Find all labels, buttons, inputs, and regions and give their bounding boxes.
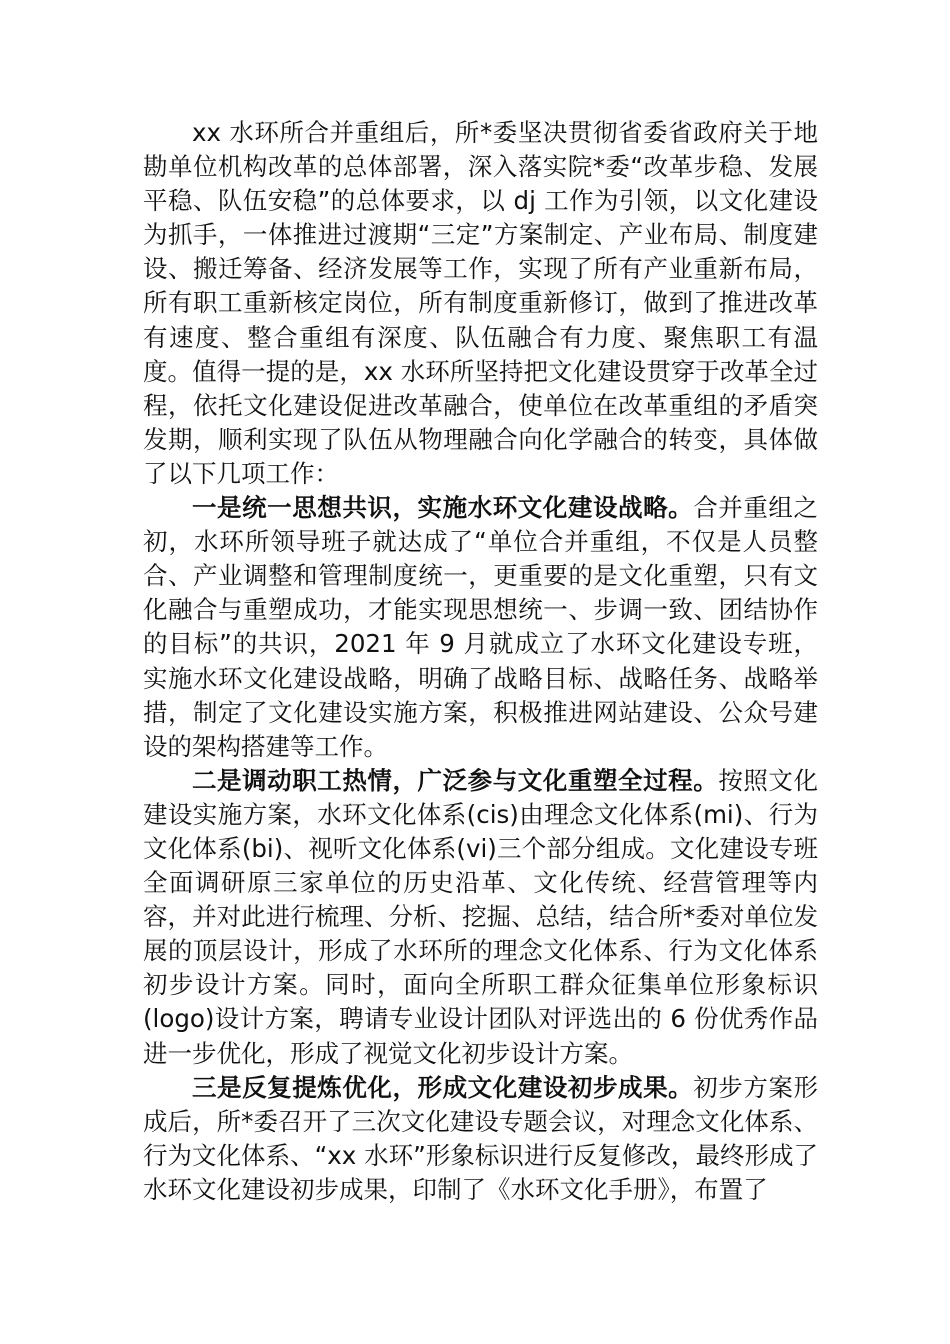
paragraph-text: xx 水环所合并重组后，所*委坚决贯彻省委省政府关于地勘单位机构改革的总体部署，深入落实院*委“改革步稳、发展平稳、队伍安稳”的总体要求，以 dj 工作为引领，以文化建设为抓手，一体推进过渡期“三定”方案制定、产业布局、制度建设、搬迁筹备、经济发展等工作，实现了所有产业重新布局，所有职工重新核定岗位，所有制度重新修订，做到了推进改革有速度、整合重组有深度、队伍融合有力度、聚焦职工有温度。值得一提的是，xx 水环所坚持把文化建设贯穿于改革全过程，依托文化建设促进改革融合，使单位在改革重组的矛盾突发期，顺利实现了队伍从物理融合向化学融合的转变，具体做了以下几项工作： bbox=[143, 118, 818, 488]
point-one-paragraph bbox=[143, 491, 818, 764]
document-body bbox=[143, 116, 818, 1207]
paragraph-lead: 一是统一思想共识，实施水环文化建设战略。 bbox=[192, 493, 694, 523]
intro-paragraph bbox=[143, 116, 818, 491]
paragraph-lead: 三是反复提炼优化，形成文化建设初步成果。 bbox=[192, 1072, 694, 1102]
paragraph-text: 合并重组之初，水环所领导班子就达成了“单位合并重组，不仅是人员整合、产业调整和管理制度统一，更重要的是文化重塑，只有文化融合与重塑成功，才能实现思想统一、步调一致、团结协作的目标”的共识，2021 年 9 月就成立了水环文化建设专班，实施水环文化建设战略，明确了战略目标、战略任务、战略举措，制定了文化建设实施方案，积极推进网站建设、公众号建设的架构搭建等工作。 bbox=[143, 493, 818, 761]
point-three-paragraph bbox=[143, 1071, 818, 1207]
paragraph-text: 按照文化建设实施方案，水环文化体系(cis)由理念文化体系(mi)、行为文化体系(bi)、视听文化体系(vi)三个部分组成。文化建设专班全面调研原三家单位的历史沿革、文化传统、经营管理等内容，并对此进行梳理、分析、挖掘、总结，结合所*委对单位发展的顶层设计，形成了水环所的理念文化体系、行为文化体系初步设计方案。同时，面向全所职工群众征集单位形象标识(logo)设计方案，聘请专业设计团队对评选出的 6 份优秀作品进一步优化，形成了视觉文化初步设计方案。 bbox=[143, 765, 818, 1068]
paragraph-lead: 二是调动职工热情，广泛参与文化重塑全过程。 bbox=[192, 765, 719, 795]
paragraph-text: 初步方案形成后，所*委召开了三次文化建设专题会议，对理念文化体系、行为文化体系、“xx 水环”形象标识进行反复修改，最终形成了水环文化建设初步成果，印制了《水环文化手册》，布置了 bbox=[143, 1072, 818, 1204]
point-two-paragraph bbox=[143, 764, 818, 1071]
